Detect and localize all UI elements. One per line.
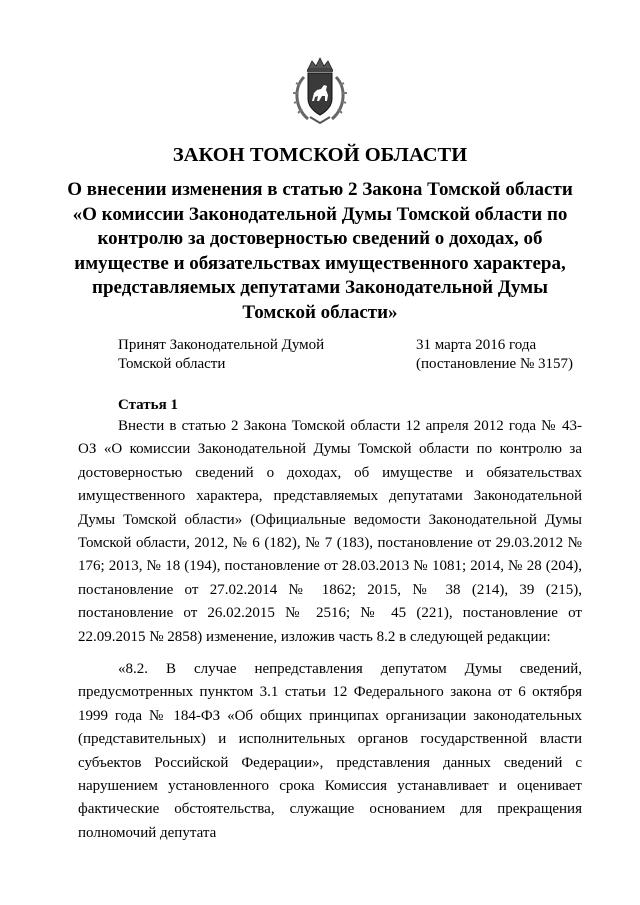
law-title: ЗАКОН ТОМСКОЙ ОБЛАСТИ	[172, 144, 468, 166]
adoption-body-line1: Принят Законодательной Думой	[118, 337, 325, 353]
resolution-number: (постановление № 3157)	[416, 356, 574, 372]
article-paragraph-2: «8.2. В случае непредставления депутатом Думы сведений, предусмотренных пунктом 3.1 статьи 12 Федерального закона от 6 октября 1999 года № 184-ФЗ «Об общих принципах организации законодательных (представительных) и исполнительных органов государственной власти субъектов Российской Федерации», представления данных сведений с нарушением установленного срока Комиссия устанавливает и оценивает фактические обстоятельства, служащие основанием для прекращения полномочий депутата	[78, 661, 582, 841]
adoption-date	[416, 336, 573, 374]
adoption-body-line2: Томской области	[118, 356, 226, 372]
law-subtitle: О внесении изменения в статью 2 Закона Томской области «О комиссии Законодательной Думы Томской области по контролю за достоверностью сведений о доходах, об имуществе и обязательствах имущественного характера, представляемых депутатами Законодательной Думы Томской области»	[67, 179, 573, 323]
tomsk-oblast-coat-of-arms-icon	[290, 55, 350, 127]
article-paragraph-1: Внести в статью 2 Закона Томской области 12 апреля 2012 года № 43-ОЗ «О комиссии Законодательной Думы Томской области по контролю за достоверностью сведений о доходах, об имуществе и обязательствах имущественного характера, представляемых депутатами Законодательной Думы Томской области» (Официальные ведомости Законодательной Думы Томской области, 2012, № 6 (182), № 7 (183), постановление от 29.03.2012 № 176; 2013, № 18 (194), постановление от 28.03.2013 № 1081; 2014, № 28 (204), постановление от 27.02.2014 № 1862; 2015, № 38 (214), 39 (215), постановление от 26.02.2015 № 2516; № 45 (221), постановление от 22.09.2015 № 2858) изменение, изложив часть 8.2 в следующей редакции:	[78, 418, 582, 645]
article-heading: Статья 1	[118, 397, 178, 413]
adoption-date-line: 31 марта 2016 года	[416, 337, 537, 353]
adoption-body	[118, 336, 324, 374]
